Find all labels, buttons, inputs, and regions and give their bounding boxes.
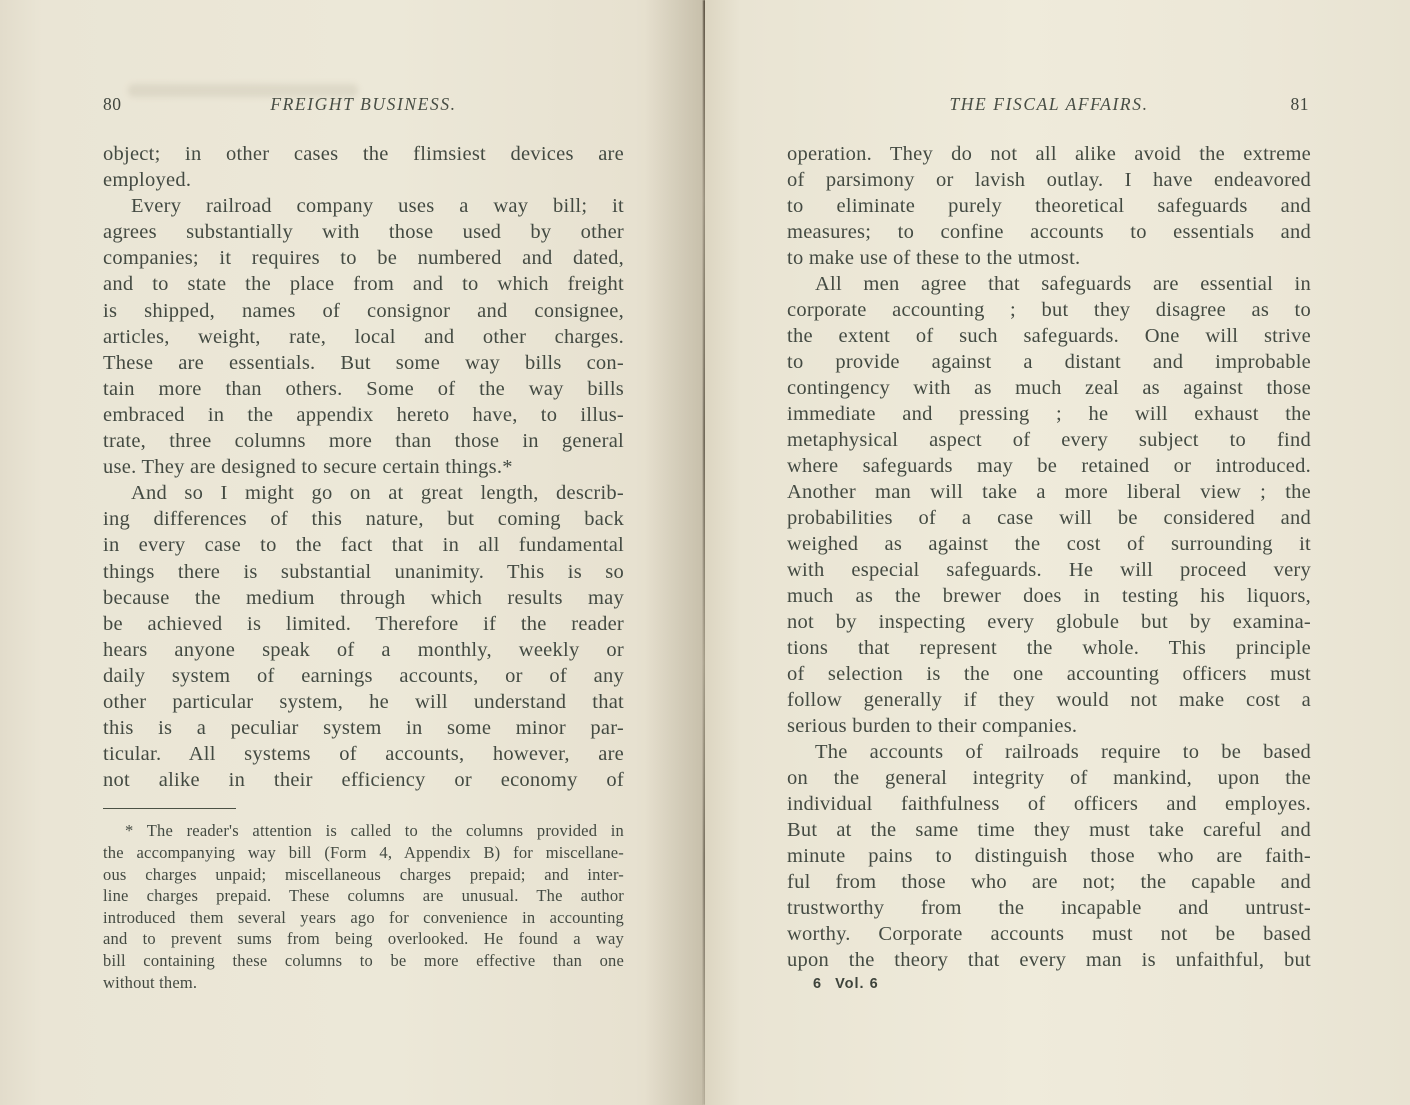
signature-mark <box>813 976 1311 992</box>
footnote-rule <box>103 808 236 809</box>
text-line: The accounts of railroads require to be based <box>815 741 1311 763</box>
text-line: to make use of these to the utmost. <box>787 247 1081 269</box>
text-line: Another man will take a more liberal view ; the <box>787 481 1311 503</box>
text-line: contingency with as much zeal as against those <box>787 377 1311 399</box>
text-line: be achieved is limited. Therefore if the reader <box>103 612 624 635</box>
footnote-line: without them. <box>103 972 198 992</box>
text-line: articles, weight, rate, local and other charges. <box>103 325 624 348</box>
text-line: individual faithfulness of officers and employes. <box>787 793 1311 815</box>
text-line: measures; to confine accounts to essentials and <box>787 221 1311 243</box>
text-line: employed. <box>103 169 192 192</box>
running-head-left: FREIGHT BUSINESS. <box>270 94 457 114</box>
text-line: daily system of earnings accounts, or of any <box>103 664 624 687</box>
text-line: weighed as against the cost of surrounding it <box>787 533 1311 555</box>
page-number-right: 81 <box>1290 94 1309 114</box>
gutter-shadow-left <box>645 0 703 1105</box>
text-line: upon the theory that every man is unfaithful, but <box>787 949 1311 971</box>
text-line: serious burden to their companies. <box>787 715 1078 737</box>
text-line: hears anyone speak of a monthly, weekly or <box>103 638 624 661</box>
text-line: operation. They do not all alike avoid the extreme <box>787 143 1311 165</box>
footnote-line: * The reader's attention is called to the columns provided in <box>125 821 624 841</box>
text-line: things there is substantial unanimity. This is so <box>103 560 624 583</box>
text-line: much as the brewer does in testing his liquors, <box>787 585 1311 607</box>
text-line: is shipped, names of consignor and consignee, <box>103 299 624 322</box>
text-line: tions that represent the whole. This principle <box>787 637 1311 659</box>
text-line: These are essentials. But some way bills con- <box>103 351 624 374</box>
text-line: Every railroad company uses a way bill; it <box>131 195 624 218</box>
page-number-left: 80 <box>103 94 122 114</box>
text-line: agrees substantially with those used by other <box>103 221 624 244</box>
text-line: with especial safeguards. He will proceed very <box>787 559 1311 581</box>
text-block-right <box>787 94 1311 992</box>
text-line: ticular. All systems of accounts, however, are <box>103 743 624 766</box>
footnote-line: the accompanying way bill (Form 4, Appendix B) for miscellane- <box>103 842 624 862</box>
text-line: follow generally if they would not make cost a <box>787 689 1311 711</box>
running-head-right: THE FISCAL AFFAIRS. <box>949 94 1149 114</box>
body-text-right <box>787 141 1311 973</box>
text-line: of parsimony or lavish outlay. I have endeavored <box>787 169 1311 191</box>
text-line: probabilities of a case will be considered and <box>787 507 1311 529</box>
text-line: trustworthy from the incapable and untrust- <box>787 897 1311 919</box>
text-line: All men agree that safeguards are essential in <box>815 273 1311 295</box>
footnote-left <box>103 820 624 993</box>
footnote-line: line charges prepaid. These columns are unusual. The author <box>103 886 624 906</box>
text-block-left <box>103 94 624 993</box>
text-line: ful from those who are not; the capable and <box>787 871 1311 893</box>
text-line: trate, three columns more than those in general <box>103 430 624 453</box>
text-line: immediate and pressing ; he will exhaust the <box>787 403 1311 425</box>
text-line: minute pains to distinguish those who are faith- <box>787 845 1311 867</box>
text-line: worthy. Corporate accounts must not be based <box>787 923 1311 945</box>
text-line: other particular system, he will understand that <box>103 690 624 713</box>
text-line: the extent of such safeguards. One will strive <box>787 325 1311 347</box>
text-line: tain more than others. Some of the way bills <box>103 377 624 400</box>
text-line: ing differences of this nature, but coming back <box>103 508 624 531</box>
footnote-line: introduced them several years ago for convenience in accounting <box>103 907 624 927</box>
text-line: But at the same time they must take careful and <box>787 819 1311 841</box>
page-header-left <box>103 94 624 118</box>
signature-number: 6 <box>813 976 823 992</box>
text-line: in every case to the fact that in all fundamental <box>103 534 624 557</box>
text-line: and to state the place from and to which freight <box>103 273 624 296</box>
page-right <box>705 0 1410 1105</box>
text-line: embraced in the appendix hereto have, to illus- <box>103 403 624 426</box>
text-line: to provide against a distant and improbable <box>787 351 1311 373</box>
text-line: companies; it requires to be numbered and dated, <box>103 247 624 270</box>
text-line: of selection is the one accounting officers must <box>787 663 1311 685</box>
text-line: on the general integrity of mankind, upon the <box>787 767 1311 789</box>
signature-volume: Vol. 6 <box>835 976 879 992</box>
footnote-line: and to prevent sums from being overlooked. He found a way <box>103 929 624 949</box>
text-line: And so I might go on at great length, describ- <box>131 482 624 505</box>
footnote-line: bill containing these columns to be more effective than one <box>103 950 624 970</box>
text-line: object; in other cases the flimsiest devices are <box>103 143 624 165</box>
footnote-line: ous charges unpaid; miscellaneous charges prepaid; and inter- <box>103 864 624 884</box>
page-header-right <box>787 94 1311 118</box>
text-line: where safeguards may be retained or introduced. <box>787 455 1311 477</box>
text-line: corporate accounting ; but they disagree as to <box>787 299 1311 321</box>
text-line: metaphysical aspect of every subject to find <box>787 429 1311 451</box>
text-line: this is a peculiar system in some minor par- <box>103 717 624 740</box>
text-line: not alike in their efficiency or economy of <box>103 769 624 792</box>
text-line: because the medium through which results may <box>103 586 624 609</box>
text-line: to eliminate purely theoretical safeguards and <box>787 195 1311 217</box>
body-text-left <box>103 141 624 793</box>
text-line: not by inspecting every globule but by examina- <box>787 611 1311 633</box>
text-line: use. They are designed to secure certain things.* <box>103 456 513 479</box>
